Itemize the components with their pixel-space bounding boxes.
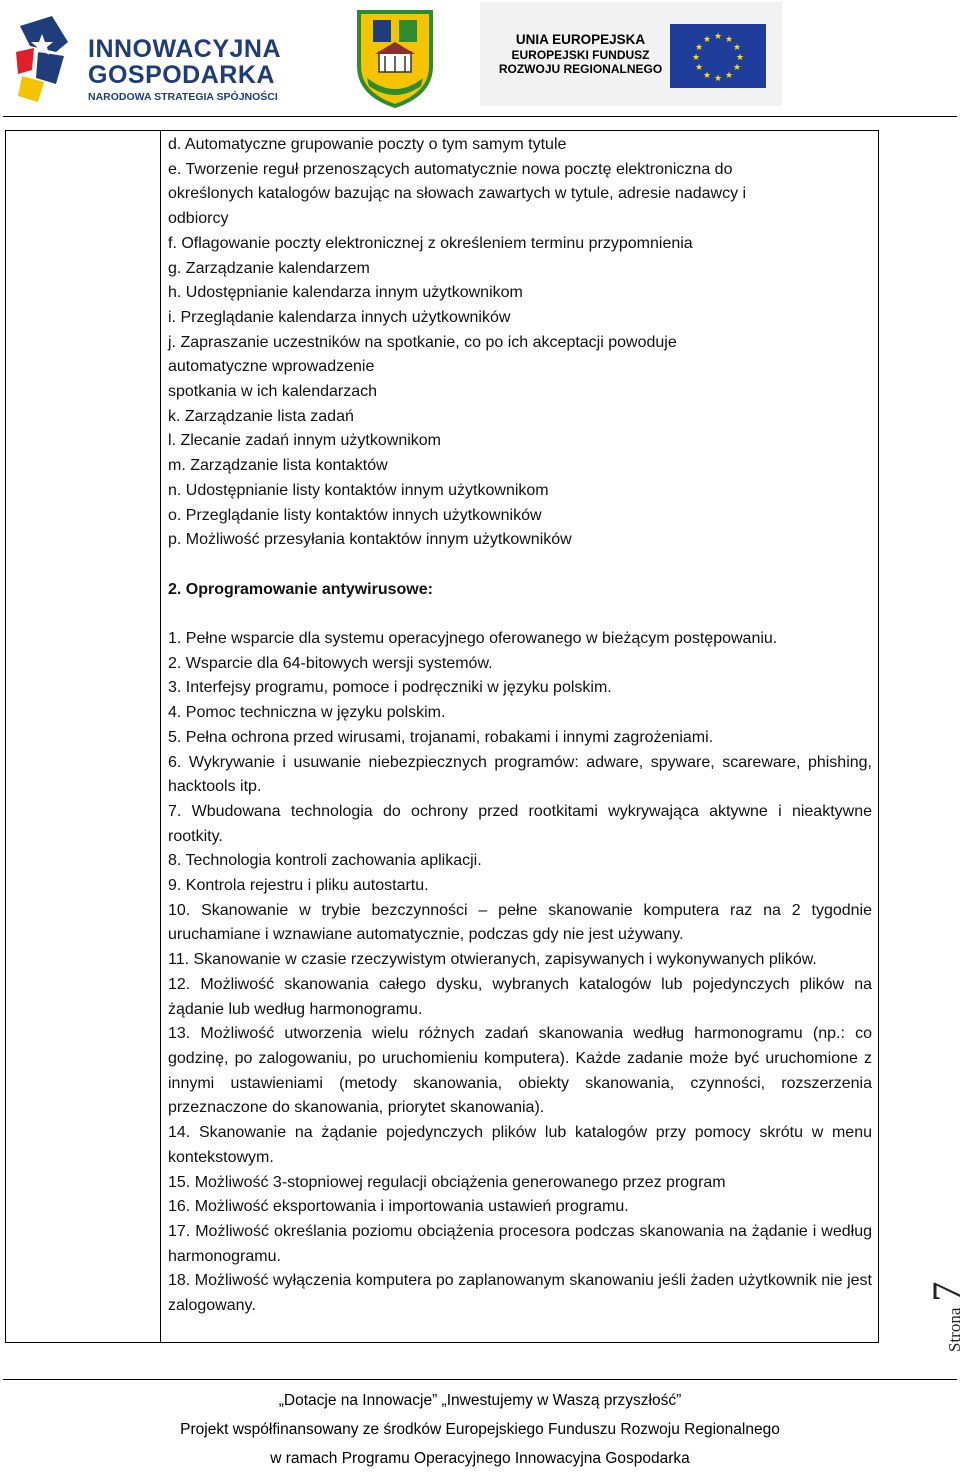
list-item: automatyczne wprowadzenie <box>168 358 375 376</box>
eu-line3: ROZWOJU REGIONALNEGO <box>498 62 663 76</box>
list-item: h. Udostępnianie kalendarza innym użytkownikom <box>168 284 523 302</box>
page-header <box>0 0 960 118</box>
spec-content <box>168 133 872 1319</box>
section-heading: 2. Oprogramowanie antywirusowe: <box>168 580 433 598</box>
page-number-label <box>915 1270 975 1360</box>
eu-logo <box>480 2 782 106</box>
list-item: d. Automatyczne grupowanie poczty o tym samym tytule <box>168 136 567 153</box>
footer-rule <box>3 1379 957 1380</box>
list-item: e. Tworzenie reguł przenoszących automatycznie nowa pocztę elektroniczna do <box>168 160 733 178</box>
list-item: 17. Możliwość określania poziomu obciążenia procesora podczas skanowania na żądanie i według harmonogramu. <box>168 1222 872 1265</box>
footer-slogan: „Dotacje na Innowacje” „Inwestujemy w Waszą przyszłość” <box>278 1392 682 1409</box>
svg-text:★: ★ <box>724 35 734 45</box>
ig-line2: GOSPODARKA <box>88 61 275 89</box>
ig-line3: NARODOWA STRATEGIA SPÓJNOŚCI <box>88 91 278 103</box>
ig-star-emblem-icon <box>12 12 72 104</box>
list-item: spotkania w ich kalendarzach <box>168 383 378 401</box>
eu-flag-icon <box>670 24 766 88</box>
list-item: m. Zarządzanie lista kontaktów <box>168 457 388 475</box>
list-item: 8. Technologia kontroli zachowania aplikacji. <box>168 852 482 870</box>
list-item: odbiorcy <box>168 210 229 228</box>
list-item: 12. Możliwość skanowania całego dysku, wybranych katalogów lub pojedynczych plików na żądanie lub według harmonogramu. <box>168 975 872 1018</box>
list-item: 3. Interfejsy programu, pomoce i podręczniki w języku polskim. <box>168 679 612 697</box>
eu-line1: UNIA EUROPEJSKA <box>515 32 646 47</box>
list-item: 6. Wykrywanie i usuwanie niebezpiecznych programów: adware, spyware, scareware, phishing, hacktools itp. <box>168 753 872 796</box>
list-item: 5. Pełna ochrona przed wirusami, trojanami, robakami i innymi zagrożeniami. <box>168 728 714 746</box>
svg-text:★: ★ <box>713 32 723 42</box>
list-item: i. Przeglądanie kalendarza innych użytkowników <box>168 308 511 326</box>
footer-line3: w ramach Programu Operacyjnego Innowacyjna Gospodarka <box>270 1450 690 1467</box>
svg-text:★: ★ <box>724 71 734 81</box>
list-item: określonych katalogów bazując na słowach zawartych w tytule, adresie nadawcy i <box>168 185 747 203</box>
list-item: 16. Możliwość eksportowania i importowania ustawień programu. <box>168 1198 629 1216</box>
footer-line2: Projekt współfinansowany ze środków Europejskiego Funduszu Rozwoju Regionalnego <box>180 1421 780 1438</box>
list-item: g. Zarządzanie kalendarzem <box>168 259 370 277</box>
svg-text:★: ★ <box>732 43 742 53</box>
list-item: 14. Skanowanie na żądanie pojedynczych plików lub katalogów przy pomocy skrótu w menu kontekstowym. <box>168 1124 872 1166</box>
svg-text:★: ★ <box>691 53 701 63</box>
innowacyjna-gospodarka-logo <box>10 12 280 104</box>
list-item: 11. Skanowanie w czasie rzeczywistym otwieranych, zapisywanych i wykonywanych plików. <box>168 951 817 969</box>
eu-text-block <box>498 32 663 76</box>
eu-line2: EUROPEJSKI FUNDUSZ <box>511 48 650 62</box>
list-item: 2. Wsparcie dla 64-bitowych wersji systemów. <box>168 654 493 672</box>
list-item: f. Oflagowanie poczty elektronicznej z określeniem terminu przypomnienia <box>168 234 693 252</box>
ig-text-block <box>88 36 281 104</box>
list-item: k. Zarządzanie lista zadań <box>168 407 354 425</box>
list-item: 15. Możliwość 3-stopniowej regulacji obciążenia generowanego przez program <box>168 1173 726 1191</box>
table-column-divider <box>160 130 161 1343</box>
svg-text:★: ★ <box>694 43 704 53</box>
header-rule <box>3 116 957 117</box>
svg-text:★: ★ <box>732 63 742 73</box>
svg-text:★: ★ <box>702 35 712 45</box>
svg-text:★: ★ <box>702 71 712 81</box>
list-item: o. Przeglądanie listy kontaktów innych użytkowników <box>168 506 542 524</box>
ig-line1: INNOWACYJNA <box>88 35 282 63</box>
page-word: Strona <box>945 1307 964 1352</box>
list-item: 18. Możliwość wyłączenia komputera po zaplanowanym skanowaniu jeśli żaden użytkownik nie jest zalogowany. <box>168 1272 872 1315</box>
list-item: l. Zlecanie zadań innym użytkownikom <box>168 432 442 450</box>
list-item: 9. Kontrola rejestru i pliku autostartu. <box>168 877 429 895</box>
list-item: 7. Wbudowana technologia do ochrony przed rootkitami wykrywająca aktywne i nieaktywne rootkity. <box>168 802 872 845</box>
list-item: 13. Możliwość utworzenia wielu różnych zadań skanowania według harmonogramu (np.: co godzinę, po zalogowaniu, po uruchomieniu komputera). Każde zadanie może być uruchomione z innymi ustawieniami (metody skanowania, obiekty skanowania, czynności, rozszerzenia przeznaczone do skanowania, priorytet skanowania). <box>168 1025 872 1117</box>
svg-text:★: ★ <box>694 63 704 73</box>
svg-text:★: ★ <box>735 53 745 63</box>
list-item: 10. Skanowanie w trybie bezczynności – pełne skanowanie komputera raz na 2 tygodnie uruchamiane i wznawiane automatycznie, podczas gdy nie jest używany. <box>168 901 872 944</box>
page-number-rotated <box>923 1282 970 1352</box>
svg-text:★: ★ <box>713 74 723 84</box>
list-item: 4. Pomoc techniczna w języku polskim. <box>168 704 446 722</box>
list-item: p. Możliwość przesyłania kontaktów innym użytkowników <box>168 531 572 549</box>
list-item: 1. Pełne wsparcie dla systemu operacyjnego oferowanego w bieżącym postępowaniu. <box>168 630 778 648</box>
list-item: n. Udostępnianie listy kontaktów innym użytkownikom <box>168 481 549 499</box>
list-item: j. Zapraszanie uczestników na spotkanie, co po ich akceptacji powoduje <box>168 333 677 351</box>
page-number: 7 <box>924 1281 969 1302</box>
municipal-crest-icon <box>355 8 435 108</box>
